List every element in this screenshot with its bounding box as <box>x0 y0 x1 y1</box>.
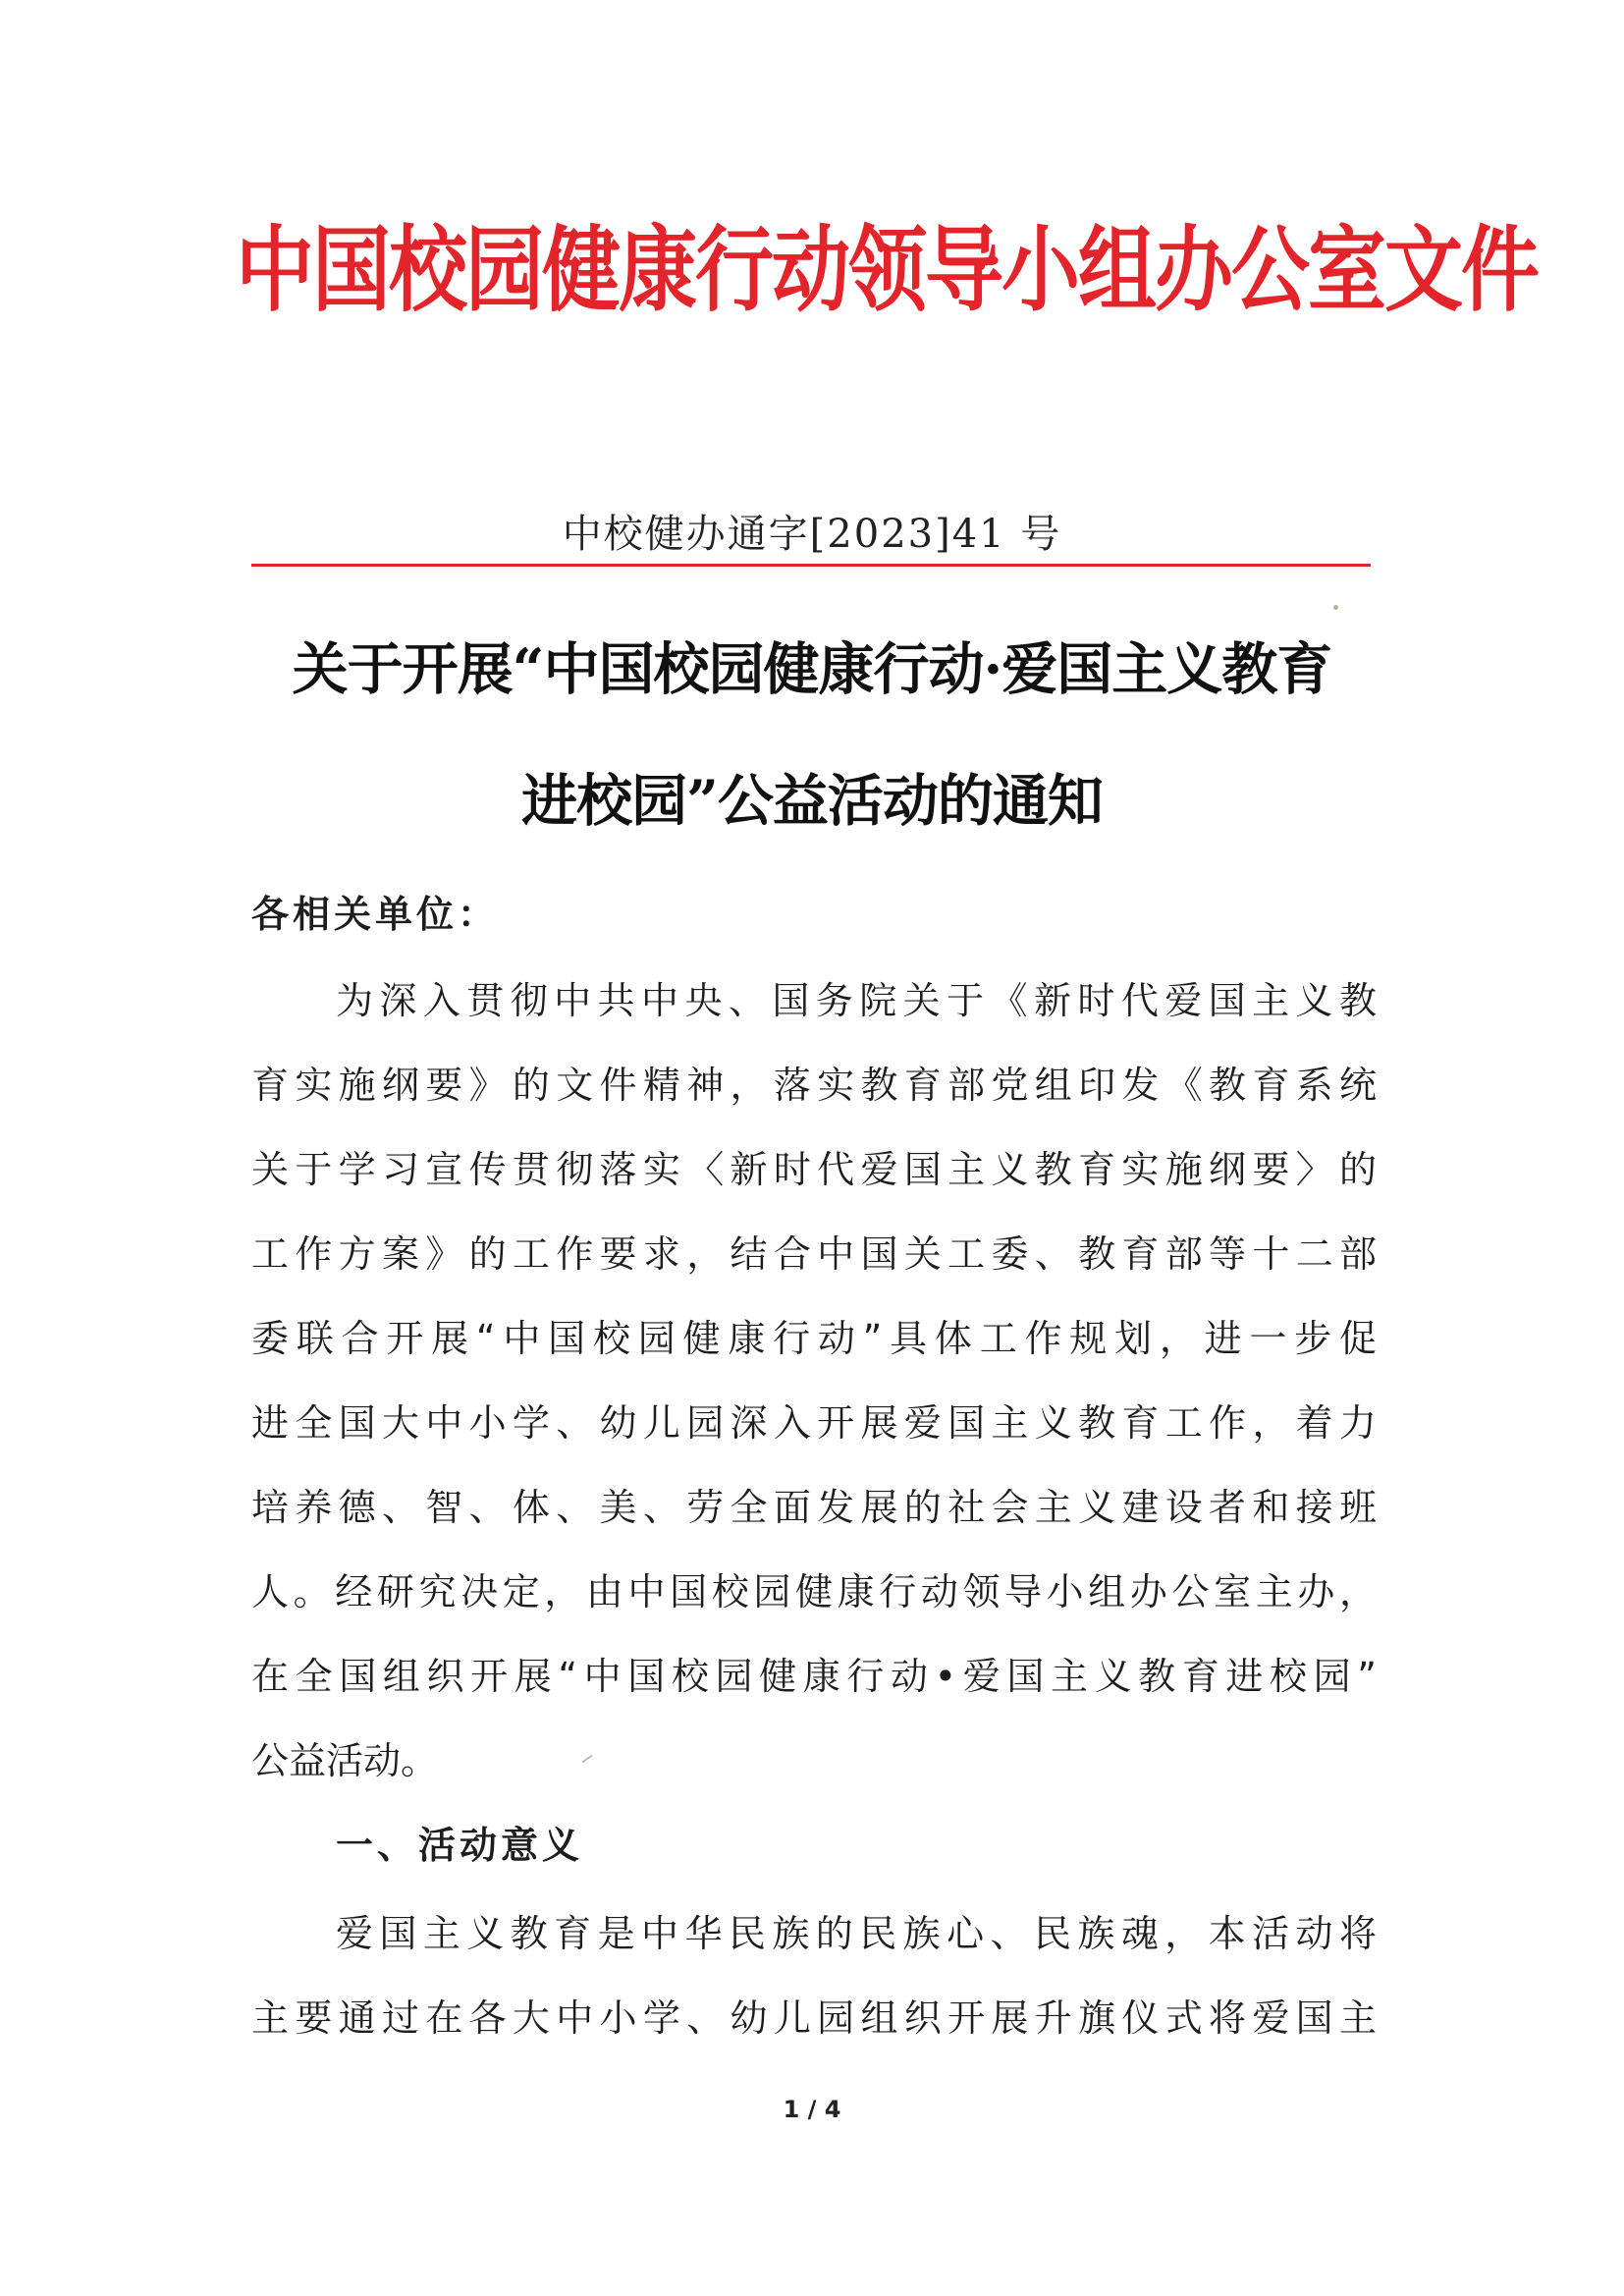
paragraph-line: 主要通过在各大中小学、幼儿园组织开展升旗仪式将爱国主 <box>251 1996 1377 2040</box>
notice-title-line-2: 进校园”公益活动的通知 <box>521 768 1103 834</box>
notice-title-line-1: 关于开展“中国校园健康行动·爱国主义教育 <box>292 636 1332 702</box>
section-heading: 一、活动意义 <box>336 1824 584 1867</box>
paragraph-line: 为深入贯彻中共中央、国务院关于《新时代爱国主义教 <box>336 979 1377 1022</box>
paragraph-line: 委联合开展“中国校园健康行动”具体工作规划，进一步促 <box>251 1317 1377 1360</box>
paragraph-line: 公益活动。 <box>251 1739 439 1782</box>
paragraph-line: 在全国组织开展“中国校园健康行动•爱国主义教育进校园” <box>251 1655 1377 1698</box>
paragraph-line: 工作方案》的工作要求，结合中国关工委、教育部等十二部 <box>251 1232 1377 1276</box>
red-divider-line <box>251 564 1371 567</box>
scan-speck <box>1333 605 1338 610</box>
paragraph-line: 培养德、智、体、美、劳全面发展的社会主义建设者和接班 <box>251 1486 1377 1529</box>
paragraph-line: 进全国大中小学、幼儿园深入开展爱国主义教育工作，着力 <box>251 1401 1377 1445</box>
page-number: 1 / 4 <box>783 2096 841 2123</box>
paragraph-line: 育实施纲要》的文件精神，落实教育部党组印发《教育系统 <box>251 1064 1377 1107</box>
salutation: 各相关单位： <box>251 893 500 936</box>
paragraph-line: 关于学习宣传贯彻落实〈新时代爱国主义教育实施纲要〉的 <box>251 1148 1377 1191</box>
issuer-header-title: 中国校园健康行动领导小组办公室文件 <box>236 215 1538 325</box>
document-number: 中校健办通字[2023]41 号 <box>562 512 1062 557</box>
paragraph-line: 人。经研究决定，由中国校园健康行动领导小组办公室主办， <box>251 1570 1377 1613</box>
paragraph-line: 爱国主义教育是中华民族的民族心、民族魂，本活动将 <box>336 1912 1377 1955</box>
